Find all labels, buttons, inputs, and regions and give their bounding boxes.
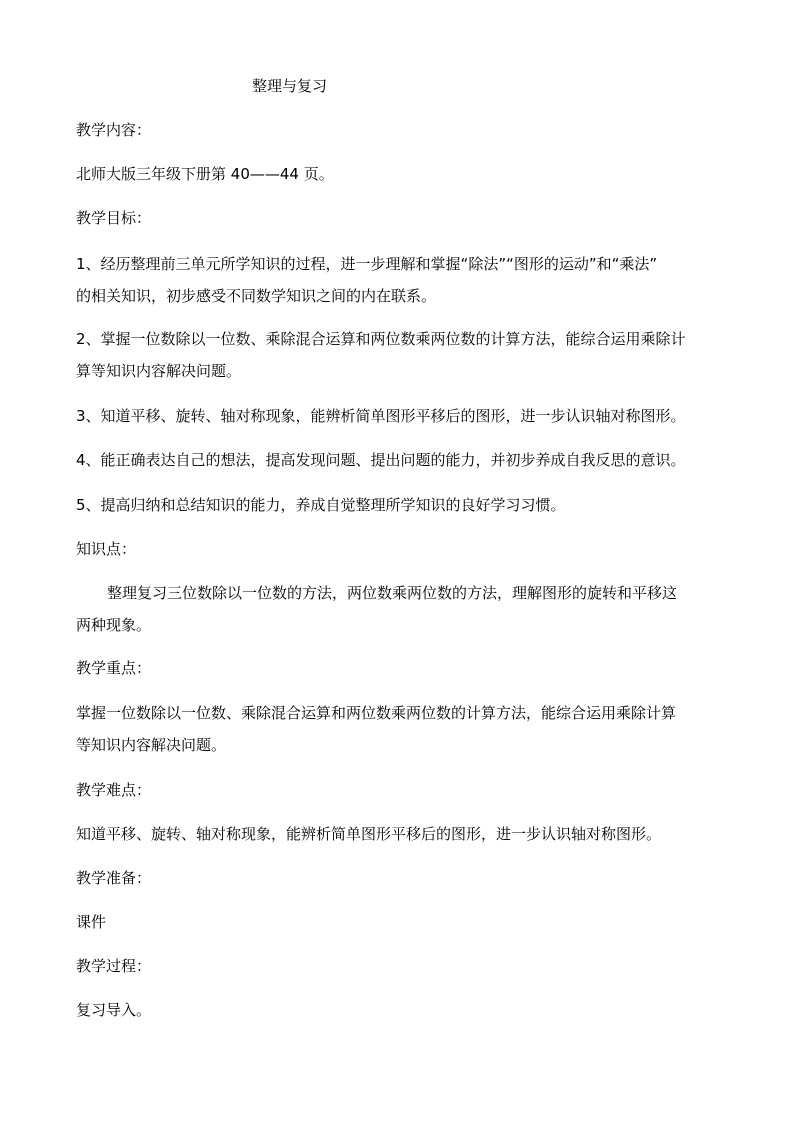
document-title: 整理与复习 xyxy=(252,77,328,95)
key-line-1: 掌握一位数除以一位数、乘除混合运算和两位数乘两位数的计算方法，能综合运用乘除计算 xyxy=(76,704,677,722)
content-heading: 教学内容： xyxy=(76,121,152,139)
objective-1-line-2: 的相关知识，初步感受不同数学知识之间的内在联系。 xyxy=(76,287,437,305)
key-line-2: 等知识内容解决问题。 xyxy=(76,736,227,754)
objective-3: 3、知道平移、旋转、轴对称现象，能辨析简单图形平移后的图形，进一步认识轴对称图形。 xyxy=(76,407,686,425)
preparation-text: 课件 xyxy=(76,913,107,931)
preparation-heading: 教学准备： xyxy=(76,869,152,887)
content-text: 北师大版三年级下册第 40——44 页。 xyxy=(76,165,334,183)
process-heading: 教学过程： xyxy=(76,957,152,975)
objective-1-line-1: 1、经历整理前三单元所学知识的过程，进一步理解和掌握“除法”“图形的运动”和“乘法” xyxy=(76,255,658,273)
key-heading: 教学重点： xyxy=(76,659,152,677)
objectives-heading: 教学目标： xyxy=(76,209,152,227)
knowledge-line-2: 两种现象。 xyxy=(76,616,152,634)
difficulty-text: 知道平移、旋转、轴对称现象，能辨析简单图形平移后的图形，进一步认识轴对称图形。 xyxy=(76,825,662,843)
objective-5: 5、提高归纳和总结知识的能力，养成自觉整理所学知识的良好学习习惯。 xyxy=(76,496,566,514)
knowledge-heading: 知识点： xyxy=(76,540,137,558)
objective-2-line-2: 算等知识内容解决问题。 xyxy=(76,362,242,380)
objective-2-line-1: 2、掌握一位数除以一位数、乘除混合运算和两位数乘两位数的计算方法，能综合运用乘除计 xyxy=(76,330,686,348)
knowledge-line-1: 整理复习三位数除以一位数的方法，两位数乘两位数的方法，理解图形的旋转和平移这 xyxy=(107,584,678,602)
difficulty-heading: 教学难点： xyxy=(76,781,152,799)
objective-4: 4、能正确表达自己的想法，提高发现问题、提出问题的能力，并初步养成自我反思的意识。 xyxy=(76,451,686,469)
process-text: 复习导入。 xyxy=(76,1001,152,1019)
